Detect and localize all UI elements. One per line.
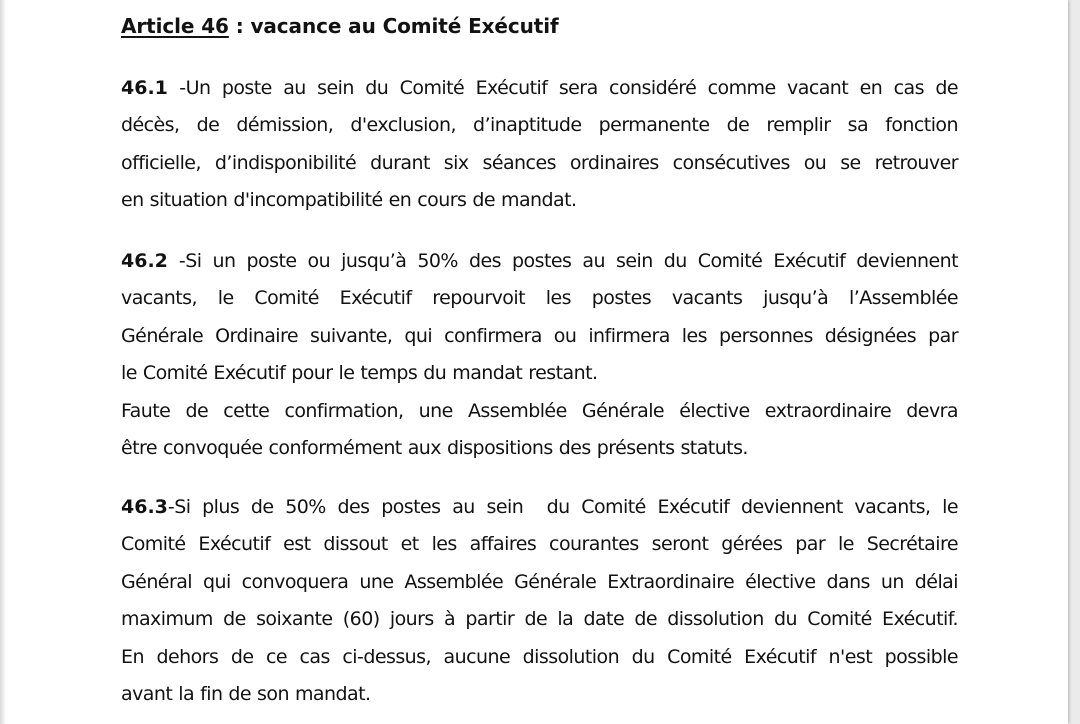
paragraph-line: officielle, d’indisponibilité durant six séances ordinaires consécutives ou se retrouver xyxy=(121,151,958,174)
paragraph-46-2 xyxy=(121,243,958,467)
paragraph-line: le Comité Exécutif pour le temps du mandat restant. xyxy=(121,362,598,385)
paragraph-line xyxy=(121,70,958,107)
paragraph-line: Faute de cette confirmation, une Assemblée Générale élective extraordinaire devra xyxy=(121,399,958,422)
line-text: -Si plus de 50% des postes au sein du Comité Exécutif deviennent vacants, le xyxy=(167,496,958,518)
paragraph-line xyxy=(121,243,958,280)
paragraph-number: 46.1 xyxy=(121,77,168,99)
article-title xyxy=(121,14,559,38)
article-number: Article 46 xyxy=(121,14,229,38)
paragraph-line: en situation d'incompatibilité en cours de mandat. xyxy=(121,189,577,212)
paragraph-46-3 xyxy=(121,489,958,713)
paragraph-line: Comité Exécutif est dissout et les affaires courantes seront gérées par le Secrétaire xyxy=(121,533,958,556)
paragraph-line xyxy=(121,489,958,526)
line-text: -Si un poste ou jusqu’à 50% des postes au sein du Comité Exécutif deviennent xyxy=(167,250,958,272)
paragraph-line: décès, de démission, d'exclusion, d’inaptitude permanente de remplir sa fonction xyxy=(121,114,958,137)
paragraph-line: maximum de soixante (60) jours à partir de la date de dissolution du Comité Exécutif. xyxy=(121,608,958,631)
paragraph-line: avant la fin de son mandat. xyxy=(121,683,371,706)
page-edge-shadow xyxy=(0,0,6,724)
paragraph-line: être convoquée conformément aux dispositions des présents statuts. xyxy=(121,437,748,460)
line-text: -Un poste au sein du Comité Exécutif sera considéré comme vacant en cas de xyxy=(167,77,958,99)
paragraph-46-1 xyxy=(121,70,958,220)
paragraph-number: 46.3 xyxy=(121,496,168,518)
paragraph-line: En dehors de ce cas ci-dessus, aucune dissolution du Comité Exécutif n'est possible xyxy=(121,645,958,668)
article-separator: : xyxy=(228,14,251,38)
paragraph-line: vacants, le Comité Exécutif repourvoit les postes vacants jusqu’à l’Assemblée xyxy=(121,287,958,310)
paragraph-line: Général qui convoquera une Assemblée Générale Extraordinaire élective dans un délai xyxy=(121,570,958,593)
article-heading: vacance au Comité Exécutif xyxy=(250,14,559,38)
paragraph-line: Générale Ordinaire suivante, qui confirmera ou infirmera les personnes désignées par xyxy=(121,324,958,347)
paragraph-number: 46.2 xyxy=(121,250,168,272)
